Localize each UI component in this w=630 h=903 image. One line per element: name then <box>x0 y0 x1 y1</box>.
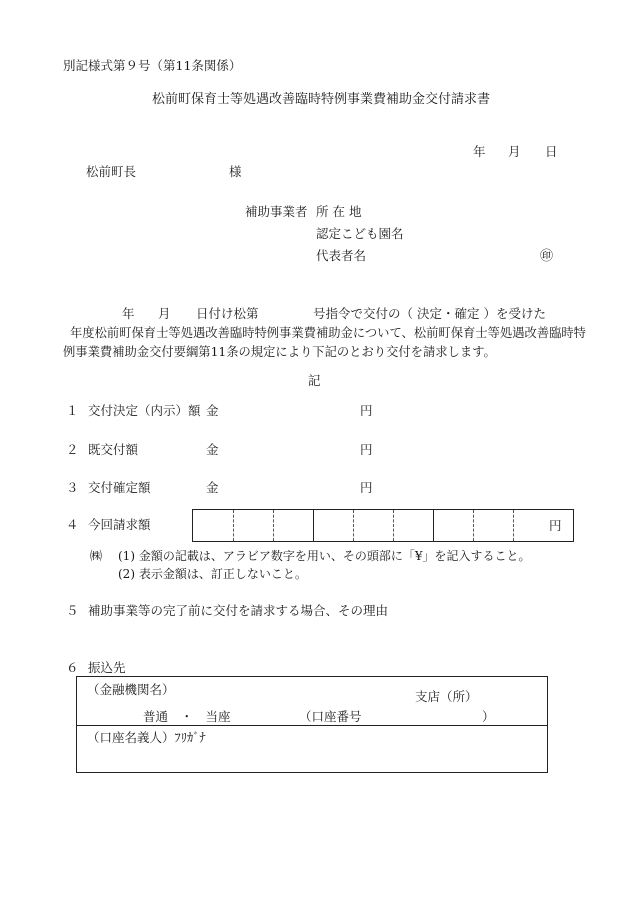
account-holder-label: （口座名義人）ﾌﾘｶﾞﾅ <box>87 730 206 745</box>
document-title: 松前町保育士等処遇改善臨時特例事業費補助金交付請求書 <box>152 92 491 107</box>
item6-number: ６ <box>66 660 79 675</box>
ki-heading: 記 <box>308 373 321 388</box>
item4-label: 今回請求額 <box>88 517 151 532</box>
item1-yen: 円 <box>360 403 373 418</box>
body-date-ref: 日付け松第 <box>196 306 259 321</box>
item1-kin: 金 <box>206 403 219 418</box>
body-month: 月 <box>158 306 171 321</box>
bank-name-label: （金融機関名） <box>87 682 175 697</box>
addressee-honorific: 様 <box>229 164 242 179</box>
item2-kin: 金 <box>206 442 219 457</box>
item3-number: ３ <box>66 480 79 495</box>
digit-divider <box>273 510 274 541</box>
body-line2: 年度松前町保育士等処遇改善臨時特例事業費補助金について、松前町保育士等処遇改善臨時特 <box>70 326 586 340</box>
digit-divider <box>233 510 234 541</box>
digit-group-divider <box>313 510 314 541</box>
item2-yen: 円 <box>360 442 373 457</box>
item3-label: 交付確定額 <box>88 480 151 495</box>
body-line3: 例事業費補助金交付要綱第11条の規定により下記のとおり交付を請求します。 <box>63 345 496 359</box>
body-line1-rest: 号指令で交付の（ 決定・確定 ）を受けた <box>313 306 546 321</box>
form-reference: 別記様式第９号（第11条関係） <box>63 58 242 73</box>
body-year: 年 <box>122 306 135 321</box>
account-number-label: （口座番号 <box>299 709 362 724</box>
digit-divider <box>473 510 474 541</box>
representative-label: 代表者名 <box>316 248 367 263</box>
note-prefix: ㈱ <box>90 549 103 563</box>
item6-label: 振込先 <box>88 660 126 675</box>
item2-number: ２ <box>66 442 79 457</box>
digit-divider <box>513 510 514 541</box>
facility-label: 認定こども園名 <box>316 226 404 241</box>
account-type[interactable]: 普通 ・ 当座 <box>143 709 231 724</box>
account-number-close: ） <box>482 709 495 724</box>
digit-divider <box>393 510 394 541</box>
digit-group-divider <box>433 510 434 541</box>
item5-number: ５ <box>66 603 79 618</box>
note-1: (1) 金額の記載は、アラビア数字を用い、その頭部に「¥」を記入すること。 <box>118 549 531 563</box>
item2-label: 既交付額 <box>88 442 139 457</box>
seal-mark: ㊞ <box>540 249 554 264</box>
date-day: 日 <box>545 144 558 159</box>
addressee-name: 松前町長 <box>86 164 137 179</box>
date-month: 月 <box>508 144 521 159</box>
item3-kin: 金 <box>206 480 219 495</box>
item5-label: 補助事業等の完了前に交付を請求する場合、その理由 <box>88 603 389 618</box>
bank-box-divider <box>77 725 547 726</box>
digit-divider <box>353 510 354 541</box>
amount-digit-grid[interactable] <box>192 509 574 542</box>
item3-yen: 円 <box>360 480 373 495</box>
item1-number: １ <box>66 403 79 418</box>
item1-label: 交付決定（内示）額 <box>88 403 201 418</box>
address-label: 所 在 地 <box>316 204 362 219</box>
item4-number: ４ <box>66 517 79 532</box>
branch-label: 支店（所） <box>415 689 478 704</box>
note-2: (2) 表示金額は、訂正しないこと。 <box>118 567 307 581</box>
applicant-role: 補助事業者 <box>245 204 308 219</box>
bank-transfer-box <box>76 676 548 773</box>
date-year: 年 <box>473 144 486 159</box>
grid-yen: 円 <box>549 518 562 533</box>
